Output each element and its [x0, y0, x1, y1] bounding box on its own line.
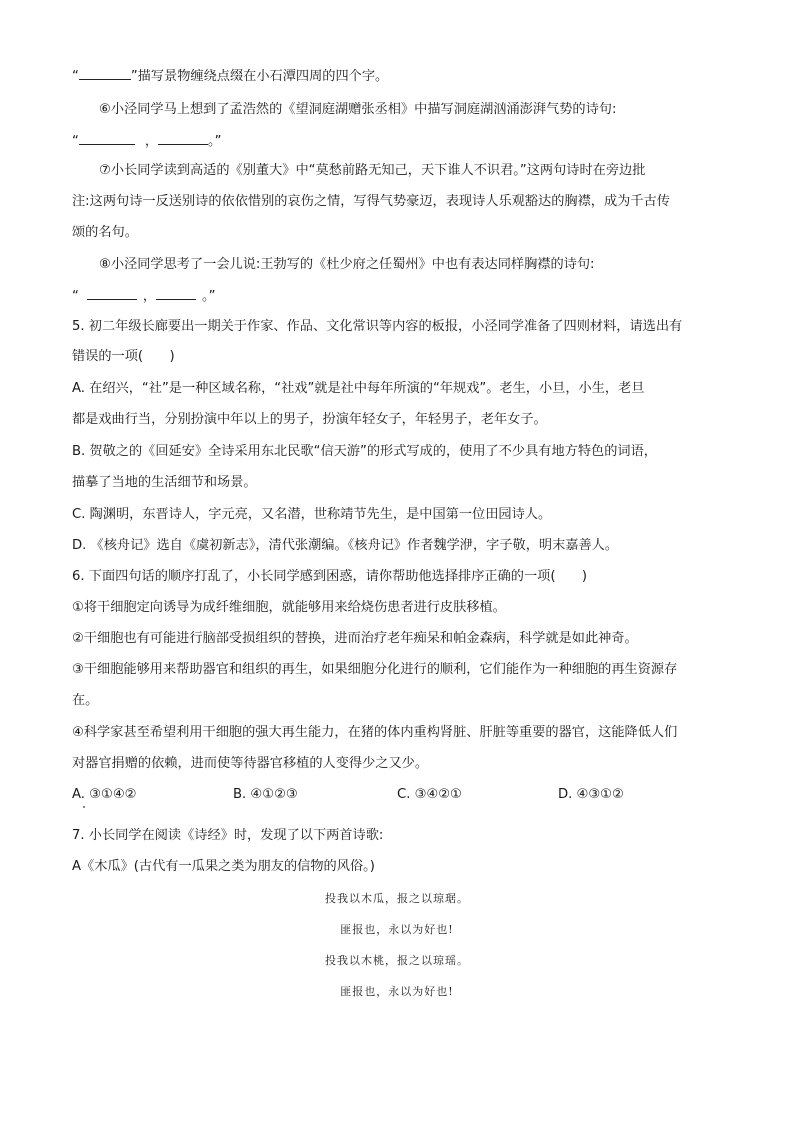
poem-line: 投我以木桃，报之以琼瑶。 — [325, 954, 469, 967]
comma: ， — [144, 134, 159, 149]
q6-option-b[interactable]: B. ④①②③ — [233, 787, 298, 802]
q6-stem: 6. 下面四句话的顺序打乱了，小长同学感到困惑，请你帮助他选择排序正确的一项( ) — [72, 569, 587, 584]
scan-dot — [83, 806, 85, 808]
answer-blank[interactable] — [79, 131, 135, 145]
open-quote: “ — [72, 69, 79, 84]
q7-stem: 7. 小长同学在阅读《诗经》时，发现了以下两首诗歌: — [72, 828, 384, 843]
q4-item-7-line-1: ⑦小长同学读到高适的《别董大》中“莫愁前路无知己，天下谁人不识君。”这两句诗时在旁边批 — [99, 163, 646, 178]
q6-option-c[interactable]: C. ③④②① — [397, 787, 462, 802]
q5-option-d[interactable]: D. 《核舟记》选自《虞初新志》，清代张潮编。《核舟记》作者魏学洢，字子敬，明末嘉善人。 — [72, 538, 619, 553]
poem-line: 投我以木瓜，报之以琼琚。 — [325, 892, 469, 905]
q5-stem-line-1: 5. 初二年级长廊要出一期关于作家、作品、文化常识等内容的板报，小泾同学准备了四则材料，请选出有 — [72, 319, 683, 334]
close-quote: 。” — [202, 289, 216, 304]
q5-stem-line-2: 错误的一项( ) — [72, 349, 175, 364]
q4-item-8: ⑧小泾同学思考了一会儿说:王勃写的《杜少府之任蜀州》中也有表达同样胸襟的诗句: — [99, 257, 595, 272]
q5-option-a-line-2: 都是戏曲行当，分别扮演中年以上的男子，扮演年轻女子，年轻男子，老年女子。 — [72, 412, 547, 427]
answer-blank[interactable] — [87, 286, 137, 300]
q6-sentence-4-line-1: ④科学家甚至希望利用干细胞的强大再生能力，在猪的体内重构肾脏、肝脏等重要的器官，这能降低人们 — [72, 725, 678, 740]
q4-item-7-line-3: 颂的名句。 — [72, 225, 138, 240]
q5-option-b-line-2: 描摹了当地的生活细节和场景。 — [72, 475, 257, 490]
answer-blank[interactable] — [156, 286, 196, 300]
q4-line-1-text: ”描写景物缠绕点缀在小石潭四周的四个字。 — [130, 69, 389, 84]
q6-sentence-1: ①将干细胞定向诱导为成纤维细胞，就能够用来给烧伤患者进行皮肤移植。 — [72, 600, 506, 615]
q6-sentence-3-line-2: 在。 — [72, 693, 99, 708]
q5-option-b-line-1[interactable]: B. 贺敬之的《回延安》全诗采用东北民歌“信天游”的形式写成的，使用了不少具有地方特色的词语， — [72, 444, 657, 459]
q5-option-a-line-1[interactable]: A. 在绍兴，“社”是一种区域名称，“社戏”就是社中每年所演的“年规戏”。老生，小旦，小生，老旦 — [72, 381, 645, 396]
close-quote: 。” — [208, 134, 222, 149]
q4-item-8-blanks — [72, 286, 732, 306]
q6-sentence-2: ②干细胞也有可能进行脑部受损组织的替换，进而治疗老年痴呆和帕金森病，科学就是如此神奇。 — [72, 631, 638, 646]
answer-blank[interactable] — [158, 131, 208, 145]
q7-poem-a-title: A《木瓜》(古代有一瓜果之类为朋友的信物的风俗。) — [72, 859, 375, 874]
answer-blank[interactable] — [79, 66, 131, 80]
q5-option-c[interactable]: C. 陶渊明，东晋诗人，字元亮，又名潜，世称靖节先生，是中国第一位田园诗人。 — [72, 507, 552, 522]
q6-option-a[interactable]: A. ③①④② — [72, 787, 137, 802]
open-quote: “ — [72, 134, 79, 149]
q4-item-6: ⑥小泾同学马上想到了孟浩然的《望洞庭湖赠张丞相》中描写洞庭湖汹涌澎湃气势的诗句: — [99, 102, 617, 117]
comma: ， — [142, 289, 157, 304]
q6-option-d[interactable]: D. ④③①② — [558, 787, 624, 802]
poem-line: 匪报也，永以为好也! — [340, 985, 454, 998]
poem-line: 匪报也，永以为好也! — [340, 923, 454, 936]
q4-item-7-line-2: 注:这两句诗一反送别诗的依依惜别的哀伤之情，写得气势豪迈，表现诗人乐观豁达的胸襟，成为千古传 — [72, 194, 670, 209]
open-quote: “ — [72, 289, 79, 304]
q4-blank-line-1 — [72, 66, 732, 86]
q6-sentence-3-line-1: ③干细胞能够用来帮助器官和组织的再生，如果细胞分化进行的顺利，它们能作为一种细胞的再生资源存 — [72, 662, 678, 677]
q6-sentence-4-line-2: 对器官捐赠的依赖，进而使等待器官移植的人变得少之又少。 — [72, 756, 429, 771]
q4-item-6-blanks — [72, 131, 732, 151]
